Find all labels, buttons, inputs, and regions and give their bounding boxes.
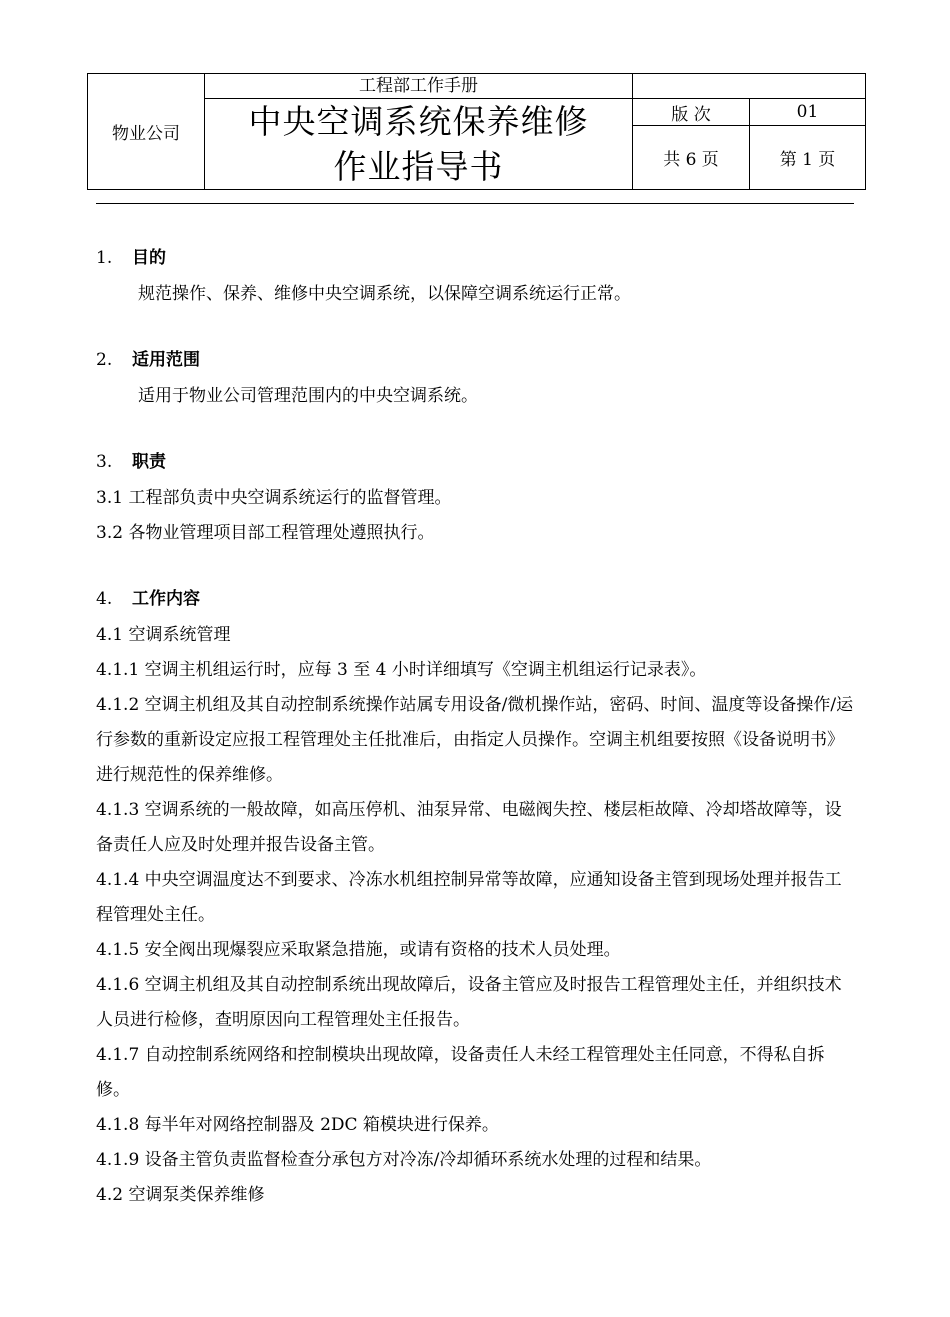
clause-item: 4.1.2 空调主机组及其自动控制系统操作站属专用设备/微机操作站，密码、时间、温度等设备操作/运行参数的重新设定应报工程管理处主任批准后，由指定人员操作。空调主机组要按照《设备说明书》进行规范性的保养维修。 bbox=[96, 695, 854, 785]
section-title bbox=[96, 342, 856, 379]
section-title bbox=[96, 444, 856, 481]
section-title bbox=[96, 581, 856, 618]
document-header bbox=[87, 73, 866, 190]
section-title-text: 适用范围 bbox=[132, 350, 200, 370]
section-number: 2. bbox=[96, 350, 113, 370]
version-value: 01 bbox=[750, 99, 866, 126]
section-title-text: 职责 bbox=[132, 452, 166, 472]
section-title-text: 目的 bbox=[132, 248, 166, 268]
section-number: 3. bbox=[96, 452, 113, 472]
header-divider bbox=[96, 203, 854, 204]
clause-item: 3.1 工程部负责中央空调系统运行的监督管理。 bbox=[96, 488, 452, 508]
section-paragraph: 规范操作、保养、维修中央空调系统，以保障空调系统运行正常。 bbox=[138, 284, 631, 304]
version-label: 版 次 bbox=[633, 99, 750, 126]
company-name: 物业公司 bbox=[88, 74, 205, 190]
section-number: 4. bbox=[96, 589, 113, 609]
section-paragraph: 适用于物业公司管理范围内的中央空调系统。 bbox=[138, 386, 478, 406]
section-title-text: 工作内容 bbox=[132, 589, 200, 609]
header-blank-cell bbox=[633, 74, 866, 99]
clause-item: 4.1.4 中央空调温度达不到要求、冷冻水机组控制异常等故障，应通知设备主管到现场处理并报告工程管理处主任。 bbox=[96, 870, 842, 925]
clause-item: 4.1 空调系统管理 bbox=[96, 625, 231, 645]
clause-item: 3.2 各物业管理项目部工程管理处遵照执行。 bbox=[96, 523, 435, 543]
clause-item: 4.1.1 空调主机组运行时，应每 3 至 4 小时详细填写《空调主机组运行记录表》。 bbox=[96, 660, 707, 680]
clause-item: 4.1.6 空调主机组及其自动控制系统出现故障后，设备主管应及时报告工程管理处主任，并组织技术人员进行检修，查明原因向工程管理处主任报告。 bbox=[96, 975, 842, 1030]
document-title-line1: 中央空调系统保养维修 bbox=[248, 102, 589, 141]
document-title bbox=[205, 99, 633, 190]
clause-item: 4.1.5 安全阀出现爆裂应采取紧急措施，或请有资格的技术人员处理。 bbox=[96, 940, 621, 960]
manual-name: 工程部工作手册 bbox=[205, 74, 633, 99]
clause-item: 4.1.8 每半年对网络控制器及 2DC 箱模块进行保养。 bbox=[96, 1115, 499, 1135]
total-pages: 共 6 页 bbox=[633, 126, 750, 190]
document-title-line2: 作业指导书 bbox=[333, 147, 504, 186]
section-title bbox=[96, 240, 856, 277]
clause-item: 4.1.9 设备主管负责监督检查分承包方对冷冻/冷却循环系统水处理的过程和结果。 bbox=[96, 1150, 712, 1170]
clause-item: 4.1.3 空调系统的一般故障，如高压停机、油泵异常、电磁阀失控、楼层柜故障、冷却塔故障等，设备责任人应及时处理并报告设备主管。 bbox=[96, 800, 842, 855]
clause-item: 4.1.7 自动控制系统网络和控制模块出现故障，设备责任人未经工程管理处主任同意，不得私自拆修。 bbox=[96, 1045, 825, 1100]
clause-item: 4.2 空调泵类保养维修 bbox=[96, 1185, 265, 1205]
current-page: 第 1 页 bbox=[750, 126, 866, 190]
document-body bbox=[96, 240, 856, 1213]
section-number: 1. bbox=[96, 248, 113, 268]
